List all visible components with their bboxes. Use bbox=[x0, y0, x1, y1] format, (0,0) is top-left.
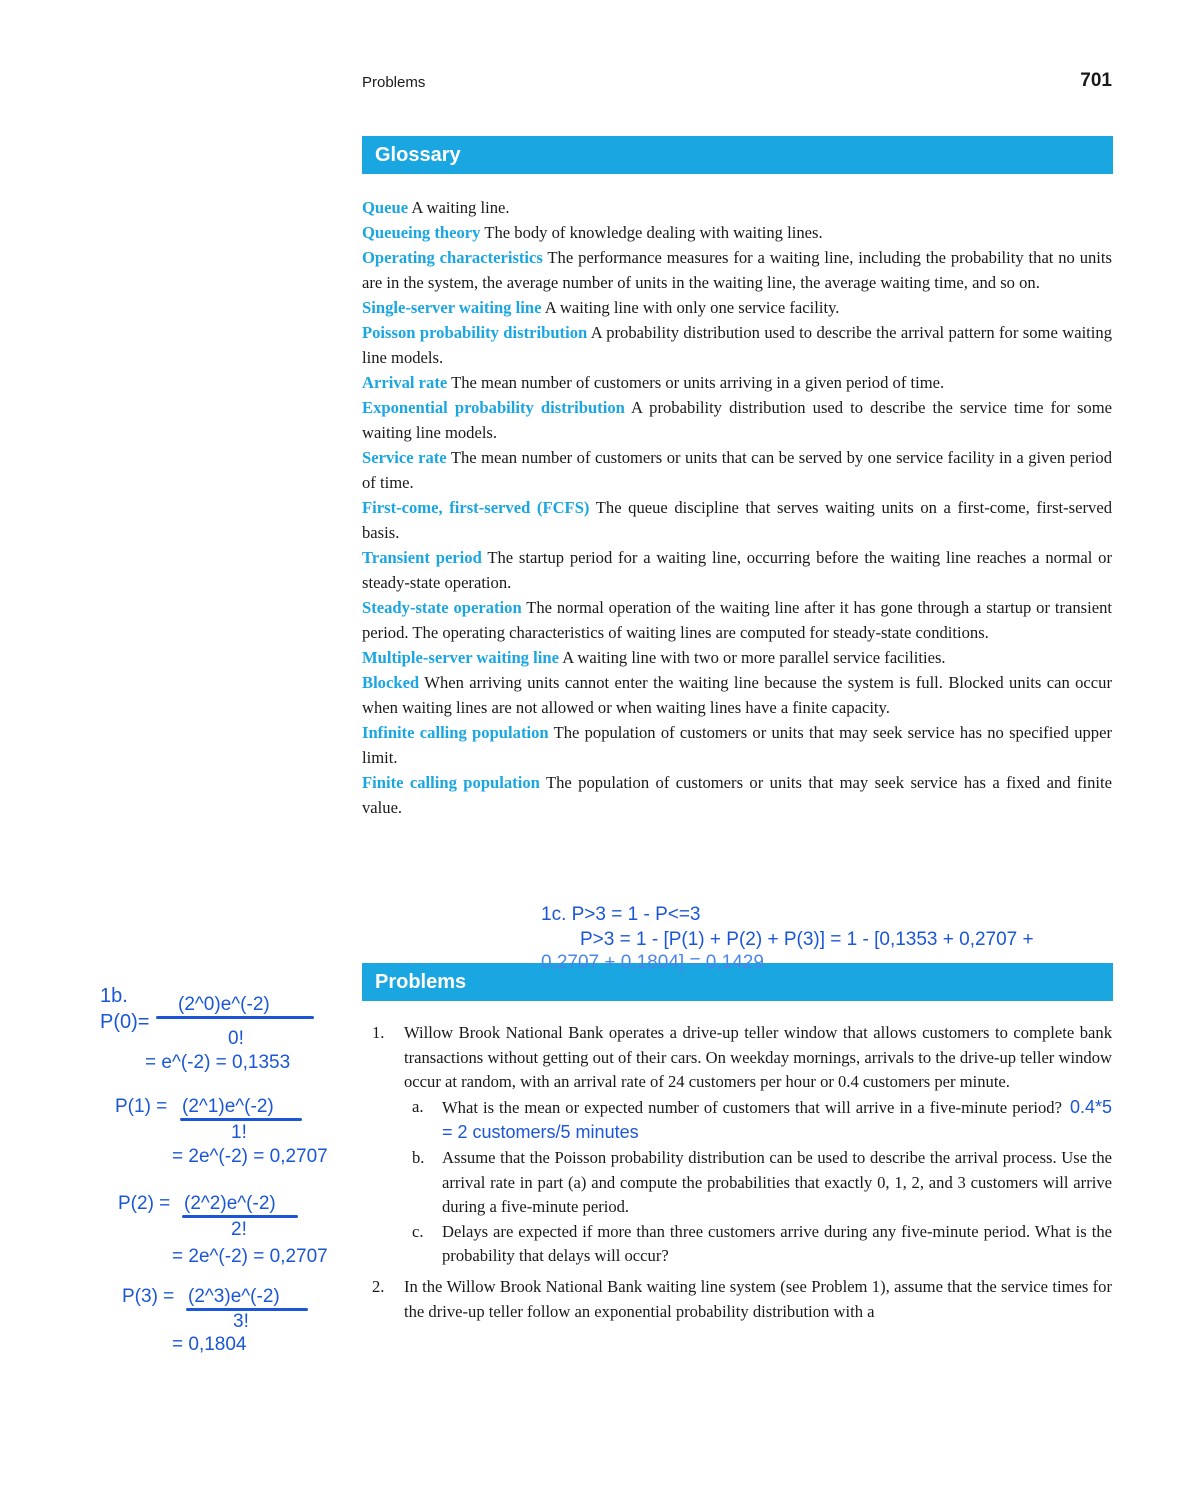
problems-heading: Problems bbox=[362, 963, 1113, 1001]
glossary-list bbox=[362, 195, 1112, 820]
glossary-definition: The body of knowledge dealing with waiting lines. bbox=[484, 223, 823, 242]
glossary-term: Infinite calling population bbox=[362, 723, 549, 742]
glossary-term: Finite calling population bbox=[362, 773, 540, 792]
glossary-entry-single-server bbox=[362, 295, 1112, 320]
glossary-entry-steady-state bbox=[362, 595, 1112, 645]
glossary-term: Blocked bbox=[362, 673, 420, 692]
problem-1 bbox=[362, 1021, 1112, 1269]
glossary-term: Queue bbox=[362, 198, 409, 217]
glossary-definition: The population of customers or units that may seek service has a fixed and finite value. bbox=[362, 773, 1112, 817]
handwritten-p1-result: = 2e^(-2) = 0,2707 bbox=[172, 1146, 328, 1167]
glossary-entry-poisson bbox=[362, 320, 1112, 370]
handwritten-p0-denominator: 0! bbox=[228, 1028, 244, 1049]
handwritten-p1-numerator: (2^1)e^(-2) bbox=[182, 1096, 274, 1117]
problems-list bbox=[362, 1021, 1112, 1330]
handwritten-p2-denominator: 2! bbox=[231, 1219, 247, 1240]
handwritten-1c-line1: 1c. P>3 = 1 - P<=3 bbox=[541, 904, 701, 925]
handwritten-1a-answer: 0.4*5 = 2 customers/5 minutes bbox=[442, 1096, 1112, 1143]
glossary-term: Transient period bbox=[362, 548, 482, 567]
fraction-bar bbox=[180, 1118, 302, 1121]
glossary-term: Poisson probability distribution bbox=[362, 323, 588, 342]
glossary-heading: Glossary bbox=[362, 136, 1113, 174]
glossary-entry-transient-period bbox=[362, 545, 1112, 595]
handwritten-p2-numerator: (2^2)e^(-2) bbox=[184, 1193, 276, 1214]
glossary-term: Operating characteristics bbox=[362, 248, 543, 267]
glossary-definition: A waiting line. bbox=[411, 198, 510, 217]
glossary-entry-fcfs bbox=[362, 495, 1112, 545]
glossary-definition: The mean number of customers or units arriving in a given period of time. bbox=[451, 373, 945, 392]
glossary-term: Steady-state operation bbox=[362, 598, 522, 617]
glossary-term: Exponential probability distribution bbox=[362, 398, 625, 417]
glossary-definition: When arriving units cannot enter the waiting line because the system is full. Blocked units can occur when waiting lines are not allowed or when waiting lines have a finite capacity. bbox=[362, 673, 1112, 717]
glossary-definition: The normal operation of the waiting line after it has gone through a startup or transient period. The operating characteristics of waiting lines are computed for steady-state conditions. bbox=[362, 598, 1112, 642]
glossary-entry-blocked bbox=[362, 670, 1112, 720]
glossary-entry-exponential bbox=[362, 395, 1112, 445]
sub-text: Delays are expected if more than three customers arrive during any five-minute period. What is the probability that delays will occur? bbox=[442, 1221, 1112, 1266]
problem-number: 2. bbox=[372, 1276, 385, 1296]
fraction-bar bbox=[182, 1215, 298, 1218]
handwritten-p2-result: = 2e^(-2) = 0,2707 bbox=[172, 1246, 328, 1267]
handwritten-p3-denominator: 3! bbox=[233, 1311, 249, 1332]
glossary-definition: The performance measures for a waiting line, including the probability that no units are in the system, the average number of units in the waiting line, the average waiting time, and so on. bbox=[362, 248, 1112, 292]
problem-1a bbox=[404, 1095, 1112, 1146]
glossary-term: First-come, first-served (FCFS) bbox=[362, 498, 590, 517]
glossary-entry-queueing-theory bbox=[362, 220, 1112, 245]
sub-label: b. bbox=[412, 1147, 425, 1167]
page-number: 701 bbox=[1080, 70, 1112, 91]
glossary-definition: The startup period for a waiting line, occurring before the waiting line reaches a normal or steady-state operation. bbox=[362, 548, 1112, 592]
glossary-definition: A probability distribution used to describe the arrival pattern for some waiting line models. bbox=[362, 323, 1112, 367]
sub-label: a. bbox=[412, 1096, 424, 1116]
handwritten-p3-numerator: (2^3)e^(-2) bbox=[188, 1286, 280, 1307]
glossary-definition: A waiting line with two or more parallel service facilities. bbox=[562, 648, 946, 667]
glossary-definition: A waiting line with only one service facility. bbox=[544, 298, 840, 317]
glossary-entry-service-rate bbox=[362, 445, 1112, 495]
problem-1c bbox=[404, 1220, 1112, 1269]
handwritten-p3-lhs: P(3) = bbox=[122, 1286, 175, 1307]
glossary-entry-arrival-rate bbox=[362, 370, 1112, 395]
problem-text: Willow Brook National Bank operates a drive-up teller window that allows customers to complete bank transactions without getting out of their cars. On weekday mornings, arrivals to the drive-up teller window occur at random, with an arrival rate of 24 customers per hour or 0.4 customers per minute. bbox=[404, 1023, 1112, 1092]
fraction-bar bbox=[156, 1016, 314, 1019]
glossary-term: Arrival rate bbox=[362, 373, 448, 392]
glossary-term: Queueing theory bbox=[362, 223, 481, 242]
glossary-definition: The queue discipline that serves waiting units on a first-come, first-served basis. bbox=[362, 498, 1112, 542]
glossary-entry-multiple-server bbox=[362, 645, 1112, 670]
handwritten-1b-label: 1b. bbox=[100, 985, 128, 1007]
glossary-term: Multiple-server waiting line bbox=[362, 648, 559, 667]
glossary-term: Service rate bbox=[362, 448, 447, 467]
handwritten-p3-result: = 0,1804 bbox=[172, 1334, 247, 1355]
glossary-definition: A probability distribution used to describe the service time for some waiting line models. bbox=[362, 398, 1112, 442]
sub-label: c. bbox=[412, 1221, 424, 1241]
glossary-entry-infinite-calling bbox=[362, 720, 1112, 770]
handwritten-1c-line3: 0,2707 + 0,1804] = 0,1429 bbox=[541, 952, 764, 973]
sub-text: Assume that the Poisson probability distribution can be used to describe the arrival process. Use the arrival rate in part (a) and compute the probabilities that exactly 0, 1, 2, and 3 customers will arrive during a five-minute period. bbox=[442, 1147, 1112, 1217]
handwritten-p2-lhs: P(2) = bbox=[118, 1193, 171, 1214]
glossary-definition: The mean number of customers or units that can be served by one service facility in a given period of time. bbox=[362, 448, 1112, 492]
glossary-definition: The population of customers or units that may seek service has no specified upper limit. bbox=[362, 723, 1112, 767]
handwritten-p1-denominator: 1! bbox=[231, 1122, 247, 1143]
handwritten-p0-numerator: (2^0)e^(-2) bbox=[178, 994, 270, 1015]
glossary-entry-queue bbox=[362, 195, 1112, 220]
glossary-term: Single-server waiting line bbox=[362, 298, 542, 317]
problem-text: In the Willow Brook National Bank waiting line system (see Problem 1), assume that the service times for the drive-up teller follow an exponential probability distribution with a bbox=[404, 1276, 1112, 1321]
running-title: Problems bbox=[362, 74, 426, 91]
handwritten-p0-lhs: P(0)= bbox=[100, 1011, 150, 1033]
handwritten-1c-line2: P>3 = 1 - [P(1) + P(2) + P(3)] = 1 - [0,1353 + 0,2707 + bbox=[580, 929, 1034, 950]
glossary-entry-operating-characteristics bbox=[362, 245, 1112, 295]
sub-text: What is the mean or expected number of customers that will arrive in a five-minute period? bbox=[442, 1097, 1062, 1117]
handwritten-p0-result: = e^(-2) = 0,1353 bbox=[145, 1052, 291, 1073]
problem-2 bbox=[362, 1275, 1112, 1324]
problem-number: 1. bbox=[372, 1023, 385, 1042]
handwritten-p1-lhs: P(1) = bbox=[115, 1096, 168, 1117]
problem-1b bbox=[404, 1146, 1112, 1220]
glossary-entry-finite-calling bbox=[362, 770, 1112, 820]
